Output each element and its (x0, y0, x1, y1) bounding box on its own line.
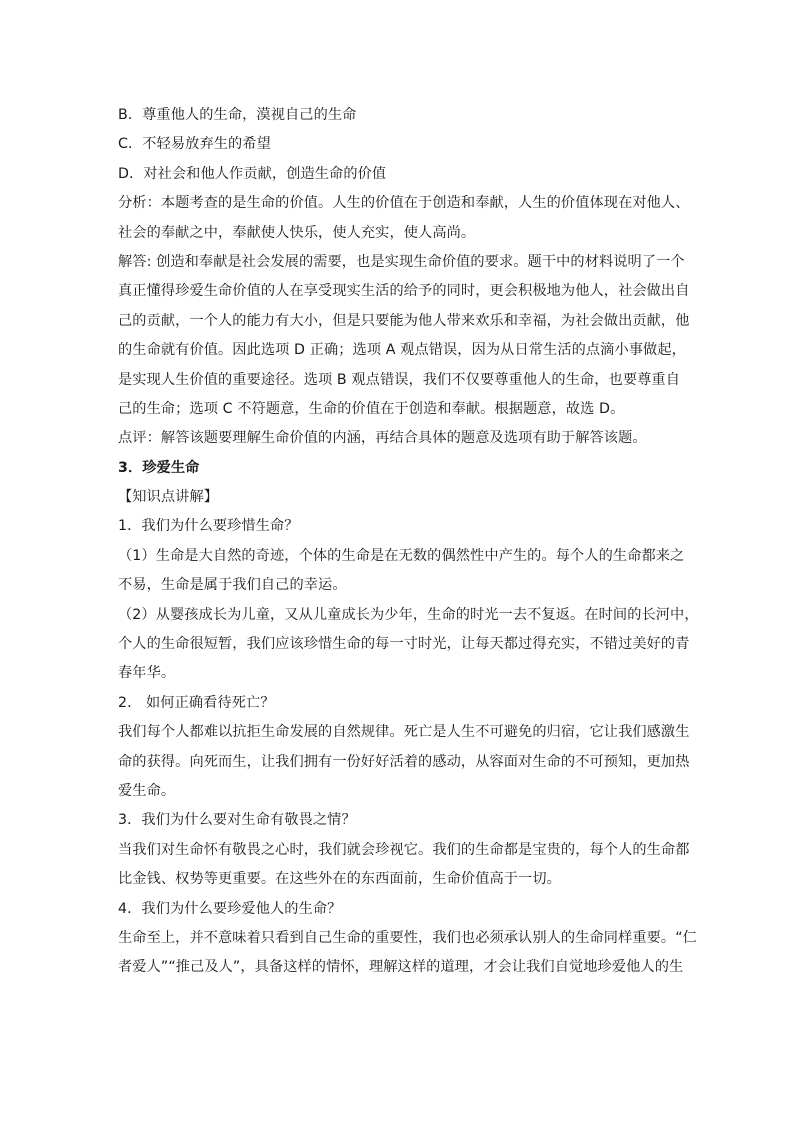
option-d: D．对社会和他人作贡献，创造生命的价值 (118, 165, 387, 182)
page-content (118, 101, 699, 983)
paragraph-line: 当我们对生命怀有敬畏之心时，我们就会珍视它。我们的生命都是宝贵的，每个人的生命都 (118, 841, 690, 858)
paragraph-line: 比金钱、权势等更重要。在这些外在的东西面前，生命价值高于一切。 (118, 871, 561, 888)
paragraph-line: 生命至上，并不意味着只看到自己生命的重要性，我们也必须承认别人的生命同样重要。“仁 (118, 929, 697, 946)
paragraph-line: 我们每个人都难以抗拒生命发展的自然规律。死亡是人生不可避免的归宿，它让我们感激生 (118, 724, 690, 741)
answer-line: 真正懂得珍爱生命价值的人在享受现实生活的给予的同时，更会积极地为他人，社会做出自 (118, 283, 690, 300)
paragraph-line: 个人的生命很短暂，我们应该珍惜生命的每一寸时光，让每天都过得充实，不错过美好的青 (118, 636, 690, 653)
paragraph-line: 不易，生命是属于我们自己的幸运。 (118, 577, 347, 594)
answer-line: 己的生命；选项 C 不符题意，生命的价值在于创造和奉献。根据题意，故选 D。 (118, 400, 625, 417)
paragraph-line: （2）从婴孩成长为儿童，又从儿童成长为少年，生命的时光一去不复返。在时间的长河中， (118, 606, 699, 623)
paragraph-line: （1）生命是大自然的奇迹，个体的生命是在无数的偶然性中产生的。每个人的生命都来之 (118, 547, 685, 564)
paragraph-line: 命的获得。向死而生，让我们拥有一份好好活着的感动，从容面对生命的不可预知，更加热 (118, 753, 690, 770)
question-1: 1．我们为什么要珍惜生命？ (118, 518, 299, 535)
comment-line: 点评：解答该题要理解生命价值的内涵，再结合具体的题意及选项有助于解答该题。 (118, 430, 647, 447)
answer-line: 的生命就有价值。因此选项 D 正确；选项 A 观点错误，因为从日常生活的点滴小事做起， (118, 342, 686, 359)
knowledge-heading: 【知识点讲解】 (118, 489, 219, 506)
paragraph-line: 者爱人”“推己及人”，具备这样的情怀，理解这样的道理，才会让我们自觉地珍爱他人的生 (118, 959, 684, 976)
option-c: C．不轻易放弃生的希望 (118, 136, 271, 153)
analysis-line: 分析：本题考查的是生命的价值。人生的价值在于创造和奉献，人生的价值体现在对他人、 (118, 195, 690, 212)
question-2: 2． 如何正确看待死亡？ (118, 694, 275, 711)
analysis-line: 社会的奉献之中，奉献使人快乐，使人充实，使人高尚。 (118, 224, 476, 241)
paragraph-line: 爱生命。 (118, 782, 176, 799)
answer-line: 解答: 创造和奉献是社会发展的需要，也是实现生命价值的要求。题干中的材料说明了一个 (118, 253, 685, 270)
section-heading: 3．珍爱生命 (118, 459, 200, 476)
option-b: B．尊重他人的生命，漠视自己的生命 (118, 107, 357, 123)
question-3: 3．我们为什么要对生命有敬畏之情？ (118, 812, 356, 829)
paragraph-line: 春年华。 (118, 665, 176, 682)
answer-line: 是实现人生价值的重要途径。选项 B 观点错误，我们不仅要尊重他人的生命，也要尊重自 (118, 371, 680, 388)
answer-line: 己的贡献，一个人的能力有大小，但是只要能为他人带来欢乐和幸福，为社会做出贡献，他 (118, 312, 690, 329)
question-4: 4．我们为什么要珍爱他人的生命？ (118, 900, 342, 917)
